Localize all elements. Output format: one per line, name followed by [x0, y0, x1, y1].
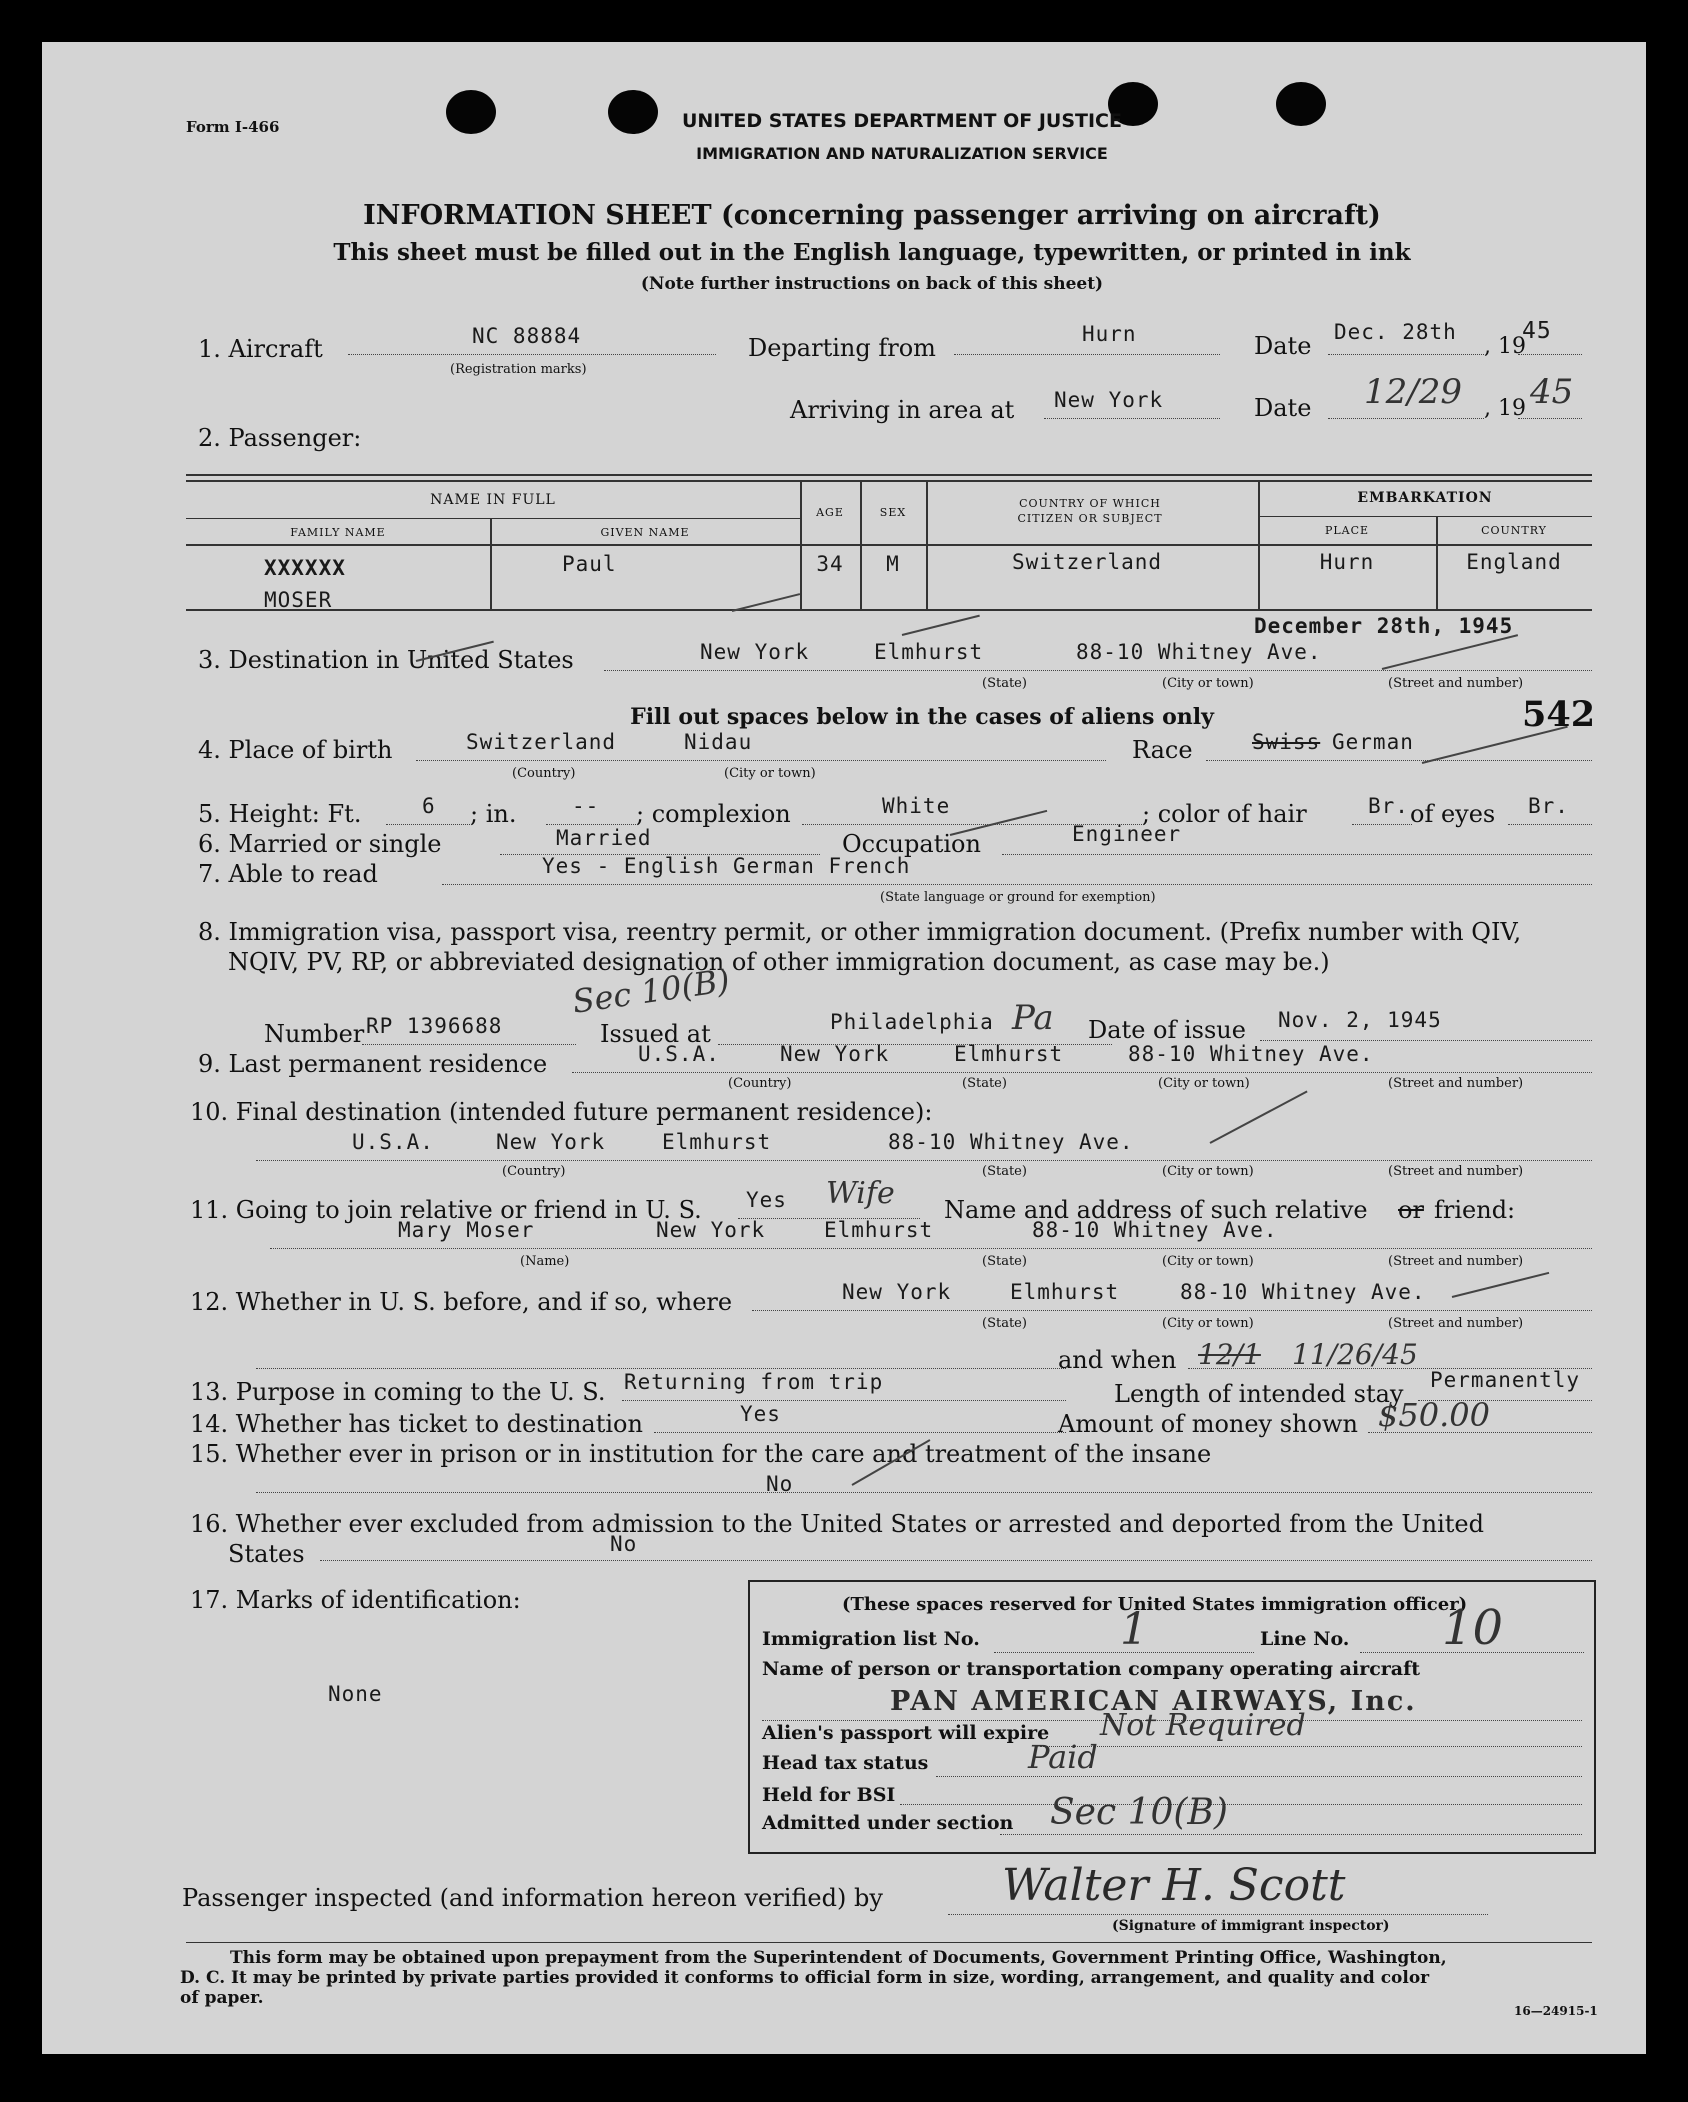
- arrive-date-value: 12/29: [1364, 372, 1462, 412]
- aircraft-line: [348, 354, 716, 355]
- list-no-line: [994, 1652, 1254, 1653]
- residence-country-caption: (Country): [728, 1076, 792, 1091]
- when-label: and when: [1058, 1346, 1177, 1374]
- table-subrule: [1258, 516, 1592, 517]
- marital-value: Married: [556, 826, 652, 850]
- excluded-line2: States: [228, 1540, 305, 1568]
- destination-label: 3. Destination in United States: [198, 646, 574, 674]
- punch-hole: [446, 90, 496, 134]
- read-caption: (State language or ground for exemption): [880, 890, 1156, 905]
- signature-line: [948, 1914, 1488, 1915]
- col-family-name: FAMILY NAME: [290, 526, 386, 539]
- marks-label: 17. Marks of identification:: [190, 1586, 521, 1614]
- purpose-line: [622, 1400, 1066, 1401]
- final-street: 88-10 Whitney Ave.: [888, 1130, 1134, 1154]
- line-no-label: Line No.: [1260, 1628, 1350, 1650]
- service-name: IMMIGRATION AND NATURALIZATION SERVICE: [696, 144, 1108, 163]
- depart-year-value: 45: [1522, 318, 1552, 344]
- residence-street: 88-10 Whitney Ave.: [1128, 1042, 1374, 1066]
- headtax-line: [936, 1776, 1582, 1777]
- table-top-rule-2: [186, 480, 1592, 482]
- excluded-line: [320, 1560, 1592, 1561]
- officer-box-heading: (These spaces reserved for United States immigration officer): [842, 1594, 1468, 1615]
- residence-street-caption: (Street and number): [1388, 1076, 1524, 1091]
- line-no-value: 10: [1442, 1600, 1504, 1656]
- birth-city-caption: (City or town): [724, 766, 816, 781]
- doc-number-line: [362, 1044, 576, 1045]
- hair-line: [1352, 824, 1412, 825]
- residence-state-caption: (State): [962, 1076, 1007, 1091]
- sex-value: M: [886, 552, 900, 576]
- table-header-rule: [186, 544, 1592, 546]
- height-ft: 6: [422, 794, 436, 818]
- inspector-signature: Walter H. Scott: [1002, 1860, 1346, 1911]
- dest-state: New York: [700, 640, 810, 664]
- arrive-date-label: Date: [1254, 394, 1312, 422]
- depart-date-value: Dec. 28th: [1334, 320, 1457, 344]
- embarkation-date: December 28th, 1945: [1254, 614, 1514, 638]
- immigration-doc-line1: 8. Immigration visa, passport visa, reentry permit, or other immigration document. (Prefix number with QIV,: [198, 918, 1522, 946]
- dest-street-caption: (Street and number): [1388, 676, 1524, 691]
- table-bottom-rule: [186, 609, 1592, 611]
- inspection-label: Passenger inspected (and information hereon verified) by: [182, 1884, 883, 1912]
- form-title: INFORMATION SHEET (concerning passenger arriving on aircraft): [363, 200, 1381, 231]
- relative-state-caption: (State): [982, 1254, 1027, 1269]
- prison-line: [256, 1492, 1592, 1493]
- relative-line: [270, 1248, 1592, 1249]
- dest-city: Elmhurst: [874, 640, 984, 664]
- dest-line: [604, 670, 1592, 671]
- residence-country: U.S.A.: [638, 1042, 720, 1066]
- birthplace-label: 4. Place of birth: [198, 736, 393, 764]
- stay-label: Length of intended stay: [1114, 1380, 1404, 1408]
- occupation-label: Occupation: [842, 830, 981, 858]
- issued-at-value: Philadelphia: [830, 1010, 994, 1034]
- eyes-line: [1508, 824, 1592, 825]
- read-value: Yes - English German French: [542, 854, 911, 878]
- punch-hole: [1276, 82, 1326, 126]
- form-note: (Note further instructions on back of this sheet): [640, 274, 1104, 294]
- residence-state: New York: [780, 1042, 890, 1066]
- occupation-value: Engineer: [1072, 822, 1182, 846]
- join-relative-value: Yes: [746, 1188, 787, 1212]
- residence-city-caption: (City or town): [1158, 1076, 1250, 1091]
- arriving-line: [1044, 418, 1220, 419]
- previous-city-caption: (City or town): [1162, 1316, 1254, 1331]
- marks-value: None: [328, 1682, 383, 1706]
- race-label: Race: [1132, 736, 1193, 764]
- line-no-line: [1360, 1652, 1584, 1653]
- final-destination-label: 10. Final destination (intended future permanent residence):: [190, 1098, 933, 1126]
- table-subrule: [186, 518, 800, 519]
- occupation-line: [1002, 854, 1592, 855]
- issue-date-label: Date of issue: [1088, 1016, 1246, 1044]
- when-value: 11/26/45: [1292, 1338, 1418, 1371]
- admitted-line: [1000, 1834, 1582, 1835]
- race-value: German: [1332, 730, 1414, 754]
- birth-country-caption: (Country): [512, 766, 576, 781]
- prison-value: No: [766, 1472, 794, 1496]
- height-in-label: ; in.: [470, 800, 517, 828]
- relative-city: Elmhurst: [824, 1218, 934, 1242]
- relative-street-caption: (Street and number): [1388, 1254, 1524, 1269]
- relative-name-caption: (Name): [520, 1254, 570, 1269]
- department-name: UNITED STATES DEPARTMENT OF JUSTICE: [682, 110, 1122, 132]
- col-emb-place: PLACE: [1324, 524, 1370, 537]
- emb-country-value: England: [1466, 550, 1562, 574]
- doc-handwritten-note: Sec 10(B): [570, 961, 733, 1021]
- race-line: [1206, 760, 1592, 761]
- final-country-caption: (Country): [502, 1164, 566, 1179]
- relative-city-caption: (City or town): [1162, 1254, 1254, 1269]
- eyes-label: of eyes: [1410, 800, 1496, 828]
- registration-caption: (Registration marks): [450, 362, 587, 377]
- previous-street: 88-10 Whitney Ave.: [1180, 1280, 1426, 1304]
- excluded-line1: 16. Whether ever excluded from admission to the United States or arrested and deported from the United: [190, 1510, 1484, 1538]
- relative-name: Mary Moser: [398, 1218, 535, 1242]
- check-mark: [1382, 634, 1518, 670]
- citizen-value: Switzerland: [1012, 550, 1163, 574]
- footer-line3: of paper.: [180, 1988, 264, 2008]
- passport-value: Not Required: [1100, 1708, 1306, 1743]
- ticket-value: Yes: [740, 1402, 781, 1426]
- money-line: [1368, 1432, 1592, 1433]
- check-mark: [950, 810, 1048, 836]
- col-age: AGE: [816, 506, 844, 519]
- excluded-value: No: [610, 1532, 638, 1556]
- form-number: Form I-466: [186, 118, 280, 136]
- previous-street-caption: (Street and number): [1388, 1316, 1524, 1331]
- depart-date-label: Date: [1254, 332, 1312, 360]
- form-sheet: [42, 42, 1646, 2054]
- read-line: [442, 884, 1592, 885]
- money-label: Amount of money shown: [1058, 1410, 1358, 1438]
- issue-date-line: [1260, 1040, 1592, 1041]
- aliens-heading: Fill out spaces below in the cases of aliens only: [630, 704, 1214, 730]
- check-mark: [1210, 1090, 1308, 1143]
- stay-value: Permanently: [1430, 1368, 1581, 1392]
- issued-at-label: Issued at: [600, 1020, 711, 1048]
- stamp-number: 542: [1522, 694, 1596, 735]
- departing-line: [954, 354, 1220, 355]
- form-instruction: This sheet must be filled out in the English language, typewritten, or printed in ink: [333, 239, 1411, 266]
- final-destination-line: [256, 1160, 1592, 1161]
- depart-year-prefix: , 19: [1484, 334, 1526, 359]
- operator-label: Name of person or transportation company operating aircraft: [762, 1658, 1421, 1680]
- operator-stamp: PAN AMERICAN AIRWAYS, Inc.: [890, 1686, 1417, 1717]
- dest-street: 88-10 Whitney Ave.: [1076, 640, 1322, 664]
- col-sex: SEX: [879, 506, 907, 519]
- height-in-line: [546, 824, 636, 825]
- check-mark: [1422, 726, 1568, 764]
- purpose-label: 13. Purpose in coming to the U. S.: [190, 1378, 606, 1406]
- dest-state-caption: (State): [982, 676, 1027, 691]
- bsi-line: [900, 1804, 1582, 1805]
- depart-date-line: [1328, 354, 1484, 355]
- race-struck: Swiss: [1252, 730, 1321, 754]
- hair-label: ; color of hair: [1142, 800, 1307, 828]
- arriving-label: Arriving in area at: [790, 396, 1015, 424]
- hair-value: Br.: [1368, 794, 1409, 818]
- when-struck: 12/1: [1198, 1338, 1261, 1371]
- arrive-date-line: [1328, 418, 1484, 419]
- arrive-year-value: 45: [1530, 372, 1574, 412]
- relative-state: New York: [656, 1218, 766, 1242]
- col-citizenship: COUNTRY OF WHICH CITIZEN OR SUBJECT: [1017, 497, 1163, 525]
- marital-label: 6. Married or single: [198, 830, 442, 858]
- birth-city: Nidau: [684, 730, 753, 754]
- final-city: Elmhurst: [662, 1130, 772, 1154]
- given-name-value: Paul: [562, 552, 617, 576]
- immigration-doc-line2: NQIV, PV, RP, or abbreviated designation of other immigration document, as case may be.): [228, 948, 1330, 976]
- officer-box: [748, 1580, 1596, 1854]
- prison-label: 15. Whether ever in prison or in institution for the care and treatment of the insane: [190, 1440, 1212, 1468]
- join-relative-hand: Wife: [826, 1176, 895, 1211]
- arrive-year-line: [1518, 418, 1582, 419]
- ticket-line: [654, 1432, 1066, 1433]
- list-no-value: 1: [1120, 1604, 1148, 1655]
- previous-blank-line: [256, 1368, 1066, 1369]
- footer-line2: D. C. It may be printed by private parties provided it conforms to official form in size, wording, arrangement, and quality and color: [180, 1968, 1430, 1988]
- depart-year-line: [1518, 354, 1582, 355]
- arriving-value: New York: [1054, 388, 1164, 412]
- relative-address-end: friend:: [1434, 1196, 1516, 1224]
- join-relative-label: 11. Going to join relative or friend in U. S.: [190, 1196, 702, 1224]
- aircraft-value: NC 88884: [472, 324, 582, 348]
- headtax-value: Paid: [1028, 1738, 1098, 1776]
- eyes-value: Br.: [1528, 794, 1569, 818]
- family-name-struck: XXXXXX: [264, 556, 346, 580]
- height-label: 5. Height: Ft.: [198, 800, 362, 828]
- col-given-name: GIVEN NAME: [600, 526, 690, 539]
- residence-label: 9. Last permanent residence: [198, 1050, 548, 1078]
- emb-place-value: Hurn: [1319, 550, 1375, 574]
- list-no-label: Immigration list No.: [762, 1628, 980, 1650]
- money-value: $50.00: [1378, 1396, 1490, 1434]
- dest-city-caption: (City or town): [1162, 676, 1254, 691]
- admitted-value: Sec 10(B): [1050, 1792, 1228, 1833]
- birthplace-line: [416, 760, 1106, 761]
- col-name-in-full: NAME IN FULL: [430, 492, 556, 508]
- final-country: U.S.A.: [352, 1130, 434, 1154]
- read-label: 7. Able to read: [198, 860, 378, 888]
- check-mark: [902, 615, 980, 636]
- age-value: 34: [816, 552, 844, 576]
- issued-at-hand: Pa: [1012, 998, 1054, 1038]
- passport-line: [1040, 1746, 1582, 1747]
- residence-line: [572, 1072, 1592, 1073]
- relative-street: 88-10 Whitney Ave.: [1032, 1218, 1278, 1242]
- arrive-year-prefix: , 19: [1484, 396, 1526, 421]
- aircraft-label: 1. Aircraft: [198, 335, 323, 363]
- table-top-rule: [186, 474, 1592, 476]
- final-city-caption: (City or town): [1162, 1164, 1254, 1179]
- family-name-value: MOSER: [264, 588, 333, 612]
- admitted-label: Admitted under section: [762, 1812, 1014, 1834]
- doc-number-value: RP 1396688: [366, 1014, 503, 1038]
- relative-address-label: Name and address of such relative: [944, 1196, 1368, 1224]
- passport-label: Alien's passport will expire: [762, 1722, 1050, 1744]
- footer-line1: This form may be obtained upon prepayment from the Superintendent of Documents, Government Printing Office, Washington,: [230, 1948, 1447, 1968]
- doc-number-label: Number: [264, 1020, 365, 1048]
- previous-state: New York: [842, 1280, 952, 1304]
- purpose-value: Returning from trip: [624, 1370, 884, 1394]
- issue-date-value: Nov. 2, 1945: [1278, 1008, 1442, 1032]
- birth-country: Switzerland: [466, 730, 617, 754]
- departing-label: Departing from: [748, 334, 936, 362]
- passenger-label: 2. Passenger:: [198, 424, 362, 452]
- form-code: 16—24915-1: [1514, 2004, 1598, 2018]
- previous-state-caption: (State): [982, 1316, 1027, 1331]
- relative-address-struck: or: [1398, 1196, 1424, 1224]
- final-street-caption: (Street and number): [1388, 1164, 1524, 1179]
- footer-rule: [186, 1942, 1592, 1943]
- ticket-label: 14. Whether has ticket to destination: [190, 1410, 643, 1438]
- previous-city: Elmhurst: [1010, 1280, 1120, 1304]
- final-state: New York: [496, 1130, 606, 1154]
- bsi-label: Held for BSI: [762, 1784, 896, 1806]
- complexion-label: ; complexion: [636, 800, 791, 828]
- departing-value: Hurn: [1082, 322, 1137, 346]
- headtax-label: Head tax status: [762, 1752, 929, 1774]
- previous-line: [752, 1310, 1592, 1311]
- check-mark: [1452, 1272, 1550, 1298]
- previous-us-label: 12. Whether in U. S. before, and if so, where: [190, 1288, 733, 1316]
- residence-city: Elmhurst: [954, 1042, 1064, 1066]
- final-state-caption: (State): [982, 1164, 1027, 1179]
- complexion-value: White: [882, 794, 951, 818]
- height-in: --: [572, 794, 600, 818]
- col-emb-country: COUNTRY: [1481, 524, 1547, 537]
- height-ft-line: [386, 824, 470, 825]
- signature-caption: (Signature of immigrant inspector): [1112, 1918, 1390, 1934]
- col-embarkation: EMBARKATION: [1357, 490, 1493, 506]
